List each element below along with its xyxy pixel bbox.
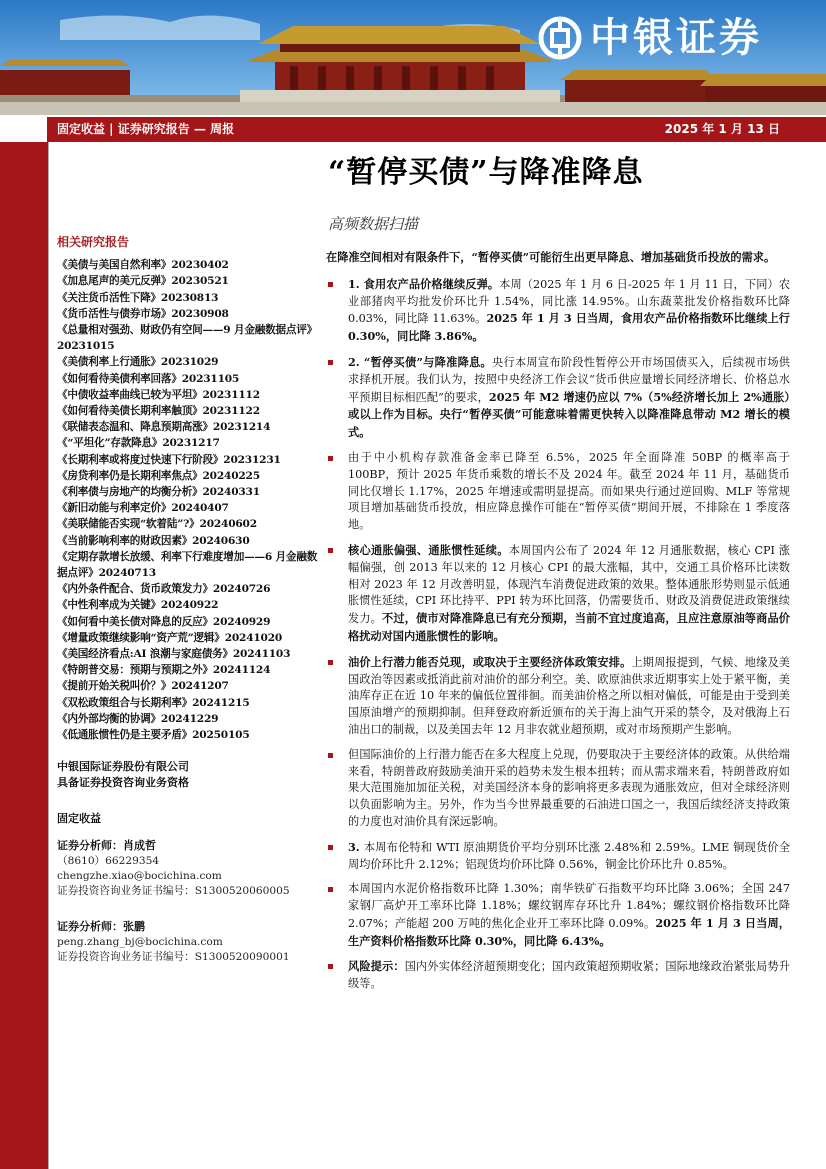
related-report-link[interactable]: 《特朗普交易：预期与预期之外》20241124 bbox=[57, 664, 271, 677]
bullet-text: 由于中小机构存款准备金率已降至 6.5%，2025 年全面降准 50BP 的概率高于 100BP，预计 2025 年货币乘数的增长不及 2024 年。截至 2024 年 11 月，基础货币同比仅增长 1.17%，2025 年增速或需明显提高。而如果央行通过逆回购、MLF 等常规项目增加基础货币投放，相应降息操作可能在“暂停买债”期间开展，不排除在 1 季度落地。 bbox=[348, 450, 790, 532]
bullet-text: 本周布伦特和 WTI 原油期货价平均分别环比涨 2.48%和 2.59%。LME 铜现货价全周均价环比升 2.12%；铝现货均价环比降 0.56%，铜金比价环比升 0.85%。 bbox=[348, 840, 790, 871]
analyst-name: 证券分析师：张鹏 bbox=[57, 919, 145, 933]
analyst-name: 证券分析师：肖成哲 bbox=[57, 838, 156, 852]
bullet-square-icon bbox=[328, 282, 333, 287]
bullet-bold-text: 油价上行潜力能否兑现，或取决于主要经济体政策安排。 bbox=[348, 654, 632, 669]
related-report-link[interactable]: 《美国经济看点:AI 浪潮与家庭债务》20241103 bbox=[57, 648, 291, 661]
bullet-list bbox=[326, 276, 790, 993]
bullet-paragraph bbox=[326, 881, 790, 950]
analyst-card bbox=[57, 919, 319, 965]
bullet-bold-text: 不过，债市对降准降息已有充分预期，当前不宜过度追高，且应注意原油等商品价格扰动对国内通胀惯性的影响。 bbox=[348, 611, 790, 643]
analyst-card bbox=[57, 838, 319, 899]
bank-of-china-coin-icon bbox=[538, 16, 582, 60]
related-report-link[interactable]: 《利率债与房地产的均衡分析》20240331 bbox=[57, 486, 260, 499]
bullet-bold-text: 1. 食用农产品价格继续反弹。 bbox=[348, 276, 500, 291]
bullet-text: 央行本周宣布阶段性暂停公开市场国债买入，后续视市场供求择机开展。我们认为，按照中央经济工作会议“货币供应量增长同经济增长、价格总水平预期目标相匹配”的要求， bbox=[348, 355, 790, 404]
related-report-link[interactable]: 《货币活性与债券市场》20230908 bbox=[57, 307, 229, 320]
sidebar bbox=[57, 234, 319, 965]
bullet-square-icon bbox=[328, 887, 333, 892]
bullet-bold-text: 2025 年 M2 增速仍应以 7%（5%经济增长加上 2%通胀）或以上作为目标。央行“暂停买债”可能意味着需更快转入以降准降息带动 M2 增长的模式。 bbox=[348, 389, 790, 440]
analyst-email: peng.zhang_bj@bocichina.com bbox=[57, 935, 223, 948]
bullet-bold-text: 风险提示： bbox=[348, 959, 405, 974]
related-report-link[interactable]: 《美债与美国自然利率》20230402 bbox=[57, 259, 229, 272]
section-label: 固定收益 bbox=[57, 812, 101, 826]
report-date: 2025 年 1 月 13 日 bbox=[664, 122, 780, 136]
company-qualification: 具备证券投资咨询业务资格 bbox=[57, 776, 189, 790]
bullet-square-icon bbox=[328, 548, 333, 553]
analyst-phone: （8610）66229354 bbox=[57, 854, 160, 867]
bullet-paragraph bbox=[326, 958, 790, 993]
bullet-text: 但国际油价的上行潜力能否在多大程度上兑现，仍要取决于主要经济体的政策。从供给端来看，特朗普政府鼓励美油开采的趋势未发生根本扭转；而从需求端来看，特朗普政府如果大范围施加加征关税，对美国经济本身的影响将更多表现为通胀效应，但对全球经济则以负面影响为主。另外，作为当今世界最重要的石油进口国之一，我国后续经济支持政策的力度也对油价具有深远影响。 bbox=[348, 747, 790, 828]
related-report-link[interactable]: 《美债利率上行通胀》20231029 bbox=[57, 356, 219, 369]
related-report-link[interactable]: 《加息尾声的美元反弹》20230521 bbox=[57, 275, 229, 288]
summary-paragraph: 在降准空间相对有限条件下，“暂停买债”可能衍生出更早降息、增加基础货币投放的需求。 bbox=[326, 250, 776, 264]
brand-logo bbox=[538, 16, 762, 60]
bullet-paragraph bbox=[326, 354, 790, 442]
related-report-link[interactable]: 《“平坦化”存款降息》20231217 bbox=[57, 437, 220, 450]
bullet-text: 本周国内水泥价格指数环比降 1.30%；南华铁矿石指数平均环比降 3.06%；全国 247 家钢厂高炉开工率环比降 1.18%；螺纹钢库存环比升 1.84%；螺纹钢价格指数环比降 2.07%；产能超 200 万吨的焦化企业开工率环比降 0.09%。 bbox=[348, 882, 790, 930]
related-report-link[interactable]: 《低通胀惯性仍是主要矛盾》20250105 bbox=[57, 729, 250, 742]
header-banner bbox=[0, 0, 826, 115]
analyst-cert: 证券投资咨询业务证书编号：S1300520090001 bbox=[57, 950, 290, 963]
analyst-email: chengzhe.xiao@bocichina.com bbox=[57, 869, 222, 882]
left-red-column bbox=[0, 142, 48, 1169]
report-category: 固定收益 | 证券研究报告 — 周报 bbox=[57, 122, 235, 136]
sidebar-divider bbox=[48, 142, 49, 1169]
related-report-link[interactable]: 《定期存款增长放缓、利率下行难度增加——6 月金融数据点评》20240713 bbox=[57, 550, 318, 580]
related-report-link[interactable]: 《双松政策组合与长期利率》20241215 bbox=[57, 696, 250, 709]
related-report-link[interactable]: 《如何看待美债利率回落》20231105 bbox=[57, 372, 240, 385]
related-reports-heading: 相关研究报告 bbox=[57, 235, 130, 249]
related-report-link[interactable]: 《内外条件配合、货币政策发力》20240726 bbox=[57, 583, 271, 596]
bullet-bold-text: 核心通胀偏强、通胀惯性延续。 bbox=[348, 542, 509, 557]
bullet-square-icon bbox=[328, 753, 333, 758]
bullet-paragraph bbox=[326, 839, 790, 874]
bullet-square-icon bbox=[328, 660, 333, 665]
bullet-square-icon bbox=[328, 964, 333, 969]
page-title: “暂停买债”与降准降息 bbox=[328, 155, 644, 190]
company-name: 中银国际证券股份有限公司 bbox=[57, 760, 189, 774]
bullet-square-icon bbox=[328, 845, 333, 850]
related-report-link[interactable]: 《美联储能否实现“软着陆”?》20240602 bbox=[57, 518, 257, 531]
page-subtitle: 高频数据扫描 bbox=[328, 215, 419, 233]
bullet-text: 本周国内公布了 2024 年 12 月通胀数据，核心 CPI 涨幅偏强，创 2013 年以来的 12 月核心 CPI 的最大涨幅，其中，交通工具价格环比读数相对 2023 年 12 月改善明显，体现汽车消费促进政策的效果。整体通胀形势则显示低通胀惯性延续，CPI 环比持平、PPI 转为环比回落，仍需要货币、财政及消费促进政策继续发力。 bbox=[348, 543, 790, 626]
related-report-link[interactable]: 《房贷利率仍是长期利率焦点》20240225 bbox=[57, 469, 260, 482]
related-report-link[interactable]: 《内外部均衡的协调》20241229 bbox=[57, 712, 219, 725]
related-reports-list bbox=[57, 257, 319, 743]
related-report-link[interactable]: 《增量政策继续影响“资产荒”逻辑》20241020 bbox=[57, 631, 283, 644]
related-report-link[interactable]: 《联储表态温和、降息预期高涨》20231214 bbox=[57, 421, 271, 434]
bullet-square-icon bbox=[328, 456, 333, 461]
company-info bbox=[57, 759, 319, 791]
related-report-link[interactable]: 《中债收益率曲线已较为平坦》20231112 bbox=[57, 388, 260, 401]
bullet-text: 国内外实体经济超预期变化；国内政策超预期收紧；国际地缘政治紧张局势升级等。 bbox=[348, 960, 790, 991]
related-report-link[interactable]: 《新旧动能与利率定价》20240407 bbox=[57, 502, 229, 515]
bullet-text: 上期周报提到，气候、地缘及美国政治等因素或抵消此前对油价的部分利空。美、欧原油供求近期事实上处于紧平衡，美油库存正在近 10 年来的偏低位置徘徊。而美油价格之所以相对偏低，可能是由于受到美国原油增产的预期抑制。但拜登政府新近颁布的关于海上油气开采的禁令，及对俄海上石油出口的制裁，以及美国去年 12 月非农就业超预期，或对市场预期产生影响。 bbox=[348, 655, 790, 736]
related-report-link[interactable]: 《当前影响利率的财政因素》20240630 bbox=[57, 534, 250, 547]
brand-name: 中银证券 bbox=[590, 15, 762, 61]
bullet-text: 本周（2025 年 1 月 6 日-2025 年 1 月 11 日，下同）农业部猪肉平均批发价环比升 1.54%，同比涨 14.95%。山东蔬菜批发价格指数环比降 0.03%，同比降 11.63%。 bbox=[348, 277, 791, 326]
bullet-bold-text: 3. bbox=[348, 839, 364, 854]
bullet-square-icon bbox=[328, 360, 333, 365]
bullet-paragraph bbox=[326, 654, 790, 739]
main-content bbox=[326, 249, 790, 1001]
related-report-link[interactable]: 《如何看待美债长期利率触顶》20231122 bbox=[57, 405, 260, 418]
bullet-paragraph bbox=[326, 747, 790, 831]
analyst-cert: 证券投资咨询业务证书编号：S1300520060005 bbox=[57, 884, 290, 897]
related-report-link[interactable]: 《关注货币活性下降》20230813 bbox=[57, 291, 219, 304]
bullet-paragraph bbox=[326, 450, 790, 534]
related-report-link[interactable]: 《如何看中美长债对降息的反应》20240929 bbox=[57, 615, 271, 628]
related-report-link[interactable]: 《总量相对强劲、财政仍有空间——9 月金融数据点评》20231015 bbox=[57, 324, 318, 353]
bullet-bold-text: 2025 年 1 月 3 日当周，生产资料价格指数环比降 0.30%，同比降 6.43%。 bbox=[348, 915, 790, 948]
bullet-bold-text: 2025 年 1 月 3 日当周，食用农产品价格指数环比继续上行 0.30%，同比降 3.86%。 bbox=[348, 311, 790, 344]
bullet-paragraph bbox=[326, 542, 790, 646]
related-report-link[interactable]: 《中性利率成为关键》20240922 bbox=[57, 599, 219, 612]
report-info-bar bbox=[47, 117, 826, 142]
bullet-paragraph bbox=[326, 276, 790, 346]
related-report-link[interactable]: 《长期利率或将度过快速下行阶段》20231231 bbox=[57, 453, 281, 466]
bullet-bold-text: 2. “暂停买债”与降准降息。 bbox=[348, 354, 493, 369]
related-report-link[interactable]: 《提前开始关税叫价？》20241207 bbox=[57, 680, 229, 693]
